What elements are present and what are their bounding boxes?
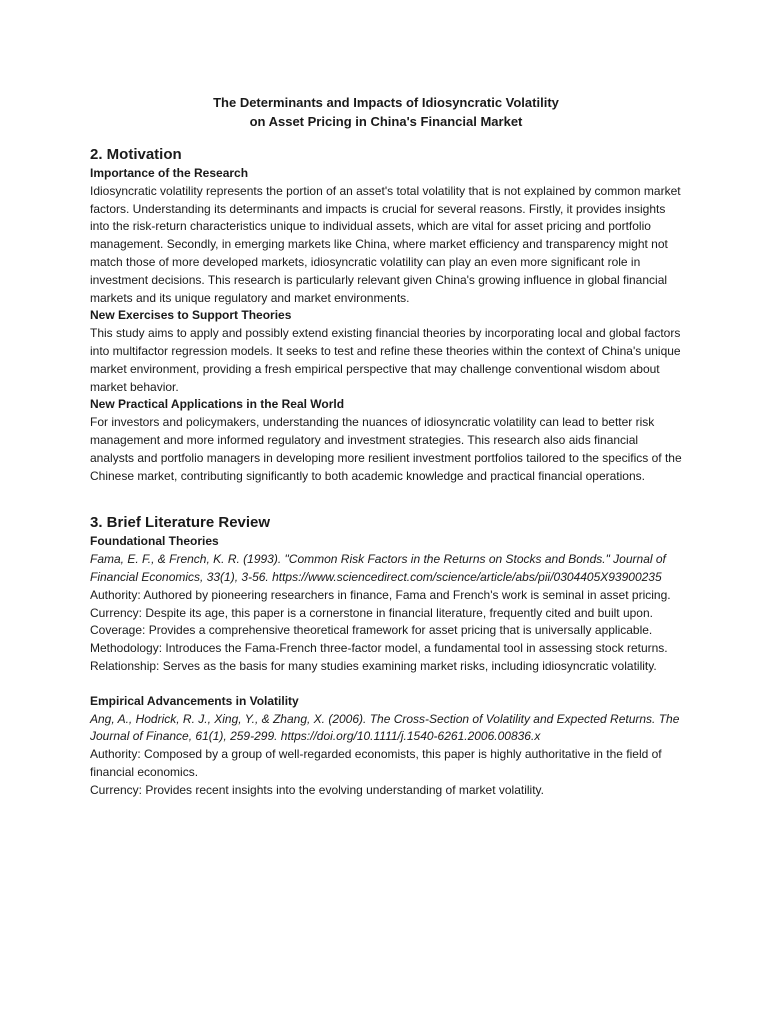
literature-heading: 3. Brief Literature Review	[90, 514, 271, 532]
empirical-currency: Currency: Provides recent insights into the evolving understanding of market volatility.	[90, 782, 545, 797]
exercises-paragraph: This study aims to apply and possibly extend existing financial theories by incorporating local and global factors into multifactor regression models. It seeks to test and refine these theories within the context of China's unique market environment, providing a fresh empirical perspective that may challenge conventional wisdom about market behavior.	[90, 326, 681, 394]
applications-heading: New Practical Applications in the Real World	[90, 397, 345, 412]
foundational-heading: Foundational Theories	[90, 534, 219, 549]
exercises-heading: New Exercises to Support Theories	[90, 308, 292, 323]
fama-french-citation: Fama, E. F., & French, K. R. (1993). "Common Risk Factors in the Returns on Stocks and Bonds." Journal of Financial Economics, 33(1), 3-56. https://www.sciencedirect.com/science/article/abs/pii/0304405X93900235	[90, 552, 666, 584]
foundational-methodology: Methodology: Introduces the Fama-French three-factor model, a fundamental tool in assessing stock returns.	[90, 641, 668, 656]
motivation-section	[90, 145, 682, 485]
title-line-2: on Asset Pricing in China's Financial Market	[249, 114, 523, 129]
literature-section	[90, 513, 682, 799]
foundational-currency: Currency: Despite its age, this paper is a cornerstone in financial literature, frequently cited and built upon.	[90, 605, 653, 620]
title-line-1: The Determinants and Impacts of Idiosyncratic Volatility	[213, 95, 559, 110]
document-title	[90, 93, 682, 131]
empirical-heading: Empirical Advancements in Volatility	[90, 693, 299, 708]
foundational-authority: Authority: Authored by pioneering researchers in finance, Fama and French's work is seminal in asset pricing.	[90, 587, 671, 602]
ang-citation: Ang, A., Hodrick, R. J., Xing, Y., & Zhang, X. (2006). The Cross-Section of Volatility and Expected Returns. The Journal of Finance, 61(1), 259-299. https://doi.org/10.1111/j.1540-6261.2006.00836.x	[90, 711, 680, 744]
foundational-relationship: Relationship: Serves as the basis for many studies examining market risks, including idiosyncratic volatility.	[90, 658, 657, 673]
importance-paragraph: Idiosyncratic volatility represents the portion of an asset's total volatility that is not explained by common market factors. Understanding its determinants and impacts is crucial for several reasons. Firstly, it provides insights into the risk-return characteristics unique to individual assets, which are vital for asset pricing and portfolio management. Secondly, in emerging markets like China, where market efficiency and transparency might not match those of more developed markets, idiosyncratic volatility can play an even more significant role in investment decisions. This research is particularly relevant given China's growing influence in global financial markets and its unique regulatory and market environments.	[90, 183, 681, 305]
document-page	[90, 93, 682, 800]
applications-paragraph: For investors and policymakers, understanding the nuances of idiosyncratic volatility can lead to better risk management and more informed regulatory and investment strategies. This research also aids financial analysts and portfolio managers in developing more resilient investment portfolios tailored to the specifics of the Chinese market, contributing significantly to both academic knowledge and practical financial operations.	[90, 415, 682, 483]
motivation-heading: 2. Motivation	[90, 146, 182, 163]
foundational-coverage: Coverage: Provides a comprehensive theoretical framework for asset pricing that is universally applicable.	[90, 623, 653, 638]
importance-heading: Importance of the Research	[90, 166, 249, 180]
empirical-authority: Authority: Composed by a group of well-regarded economists, this paper is highly authoritative in the field of financial economics.	[90, 747, 662, 779]
